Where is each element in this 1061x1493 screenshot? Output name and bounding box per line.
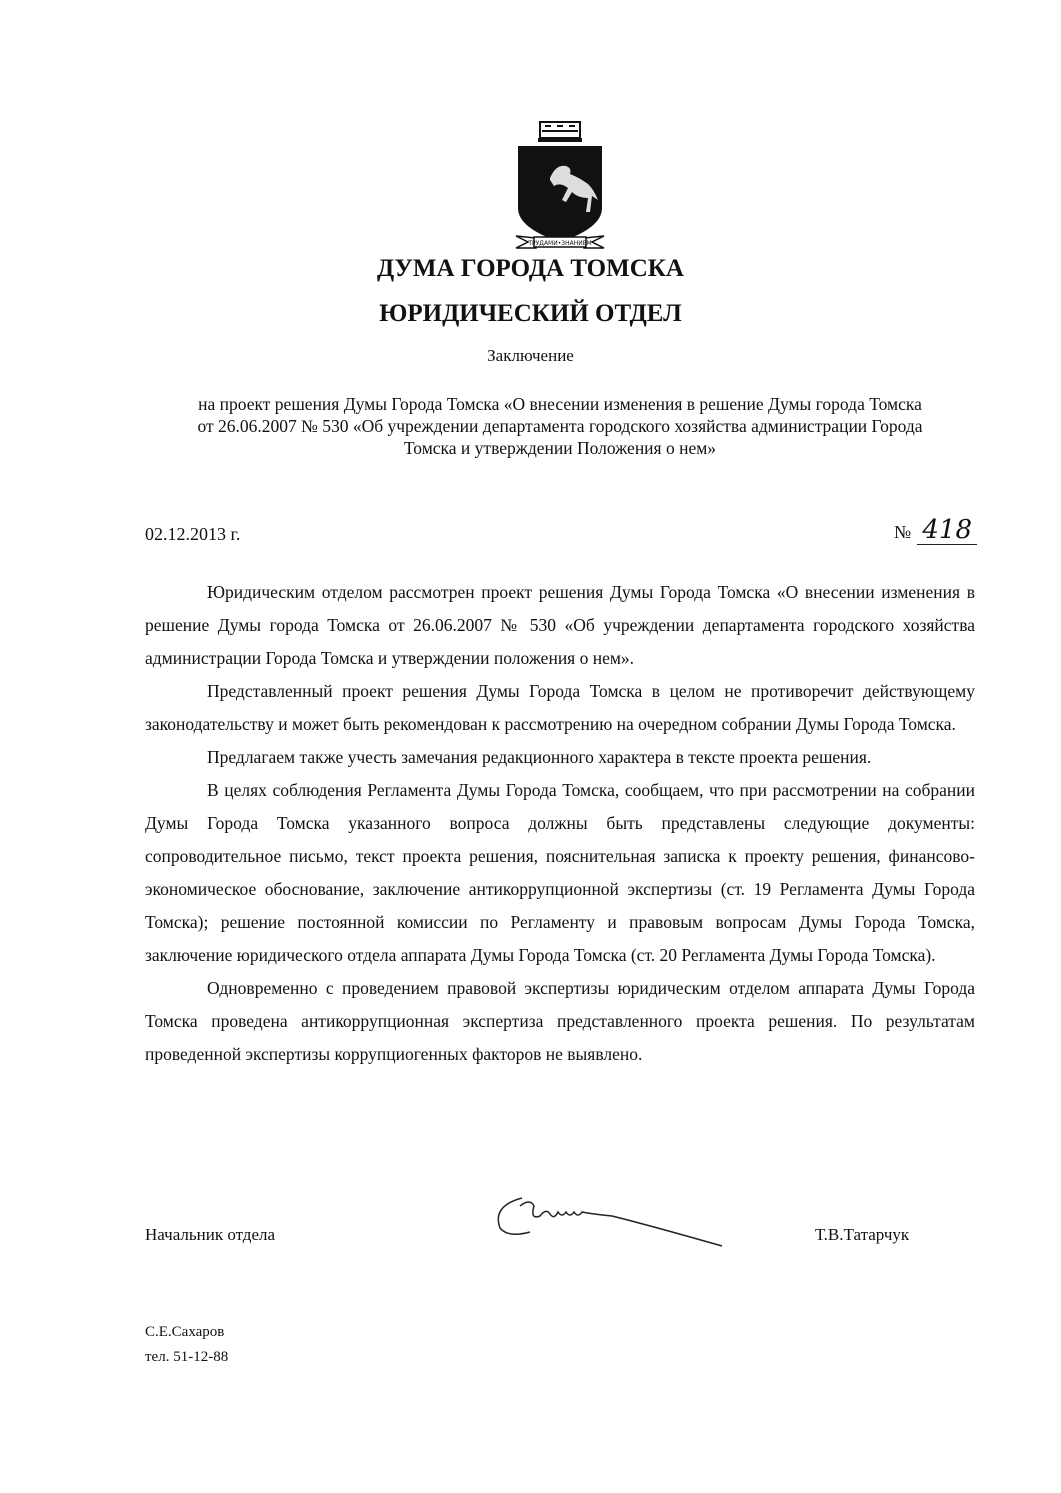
paragraph: В целях соблюдения Регламента Думы Города Томска, сообщаем, что при рассмотрении на собрании Думы Города Томска указанного вопроса должны быть представлены следующие документы: сопроводительное письмо, текст проекта решения, пояснительная записка к проекту решения, финансово-экономическое обоснование, заключение антикоррупционной экспертизы (ст. 19 Регламента Думы Города Томска); решение постоянной комиссии по Регламенту и правовым вопросам Думы Города Томска, заключение юридического отдела аппарата Думы Города Томска (ст. 20 Регламента Думы Города Томска). xyxy=(145,780,975,965)
handwritten-signature xyxy=(482,1192,742,1252)
paragraph: Представленный проект решения Думы Города Томска в целом не противоречит действующему законодательству и может быть рекомендован к рассмотрению на очередном собрании Думы Города Томска. xyxy=(145,681,975,734)
number-label: № xyxy=(894,522,912,542)
svg-text:ТРУДАМИ•ЗНАНИЕМ: ТРУДАМИ•ЗНАНИЕМ xyxy=(528,240,592,247)
paragraph: Одновременно с проведением правовой экспертизы юридическим отделом аппарата Думы Города Томска проведена антикоррупционная экспертиза представленного проекта решения. По результатам проведенной экспертизы коррупциогенных факторов не выявлено. xyxy=(145,978,975,1064)
organization-title: ДУМА ГОРОДА ТОМСКА xyxy=(377,255,684,282)
executor-name: С.Е.Сахаров xyxy=(145,1324,225,1340)
executor-phone: тел. 51-12-88 xyxy=(145,1349,229,1365)
handwritten-number: 418 xyxy=(917,516,977,545)
document-date: 02.12.2013 г. xyxy=(145,524,241,544)
signer-name: Т.В.Татарчук xyxy=(815,1225,910,1244)
paragraph: Предлагаем также учесть замечания редакционного характера в тексте проекта решения. xyxy=(207,747,872,767)
subject-line: Томска и утверждении Положения о нем» xyxy=(403,438,717,458)
subject-line: на проект решения Думы Города Томска «О внесении изменения в решение Думы города Томска xyxy=(198,394,922,414)
executor-info xyxy=(145,1320,228,1370)
city-coat-of-arms xyxy=(512,118,608,254)
signer-position: Начальник отдела xyxy=(145,1225,276,1244)
paragraph: Юридическим отделом рассмотрен проект решения Думы Города Томска «О внесении изменения в решение Думы города Томска от 26.06.2007 № 530 «Об учреждении департамента городского хозяйства администрации Города Томска и утверждении положения о нем». xyxy=(145,582,975,668)
subject-line: от 26.06.2007 № 530 «Об учреждении департамента городского хозяйства администрации Города xyxy=(197,416,923,436)
document-subject xyxy=(140,393,980,459)
document-type: Заключение xyxy=(487,346,574,365)
department-title: ЮРИДИЧЕСКИЙ ОТДЕЛ xyxy=(379,300,682,327)
document-number xyxy=(894,516,977,545)
document-body xyxy=(145,576,975,1071)
